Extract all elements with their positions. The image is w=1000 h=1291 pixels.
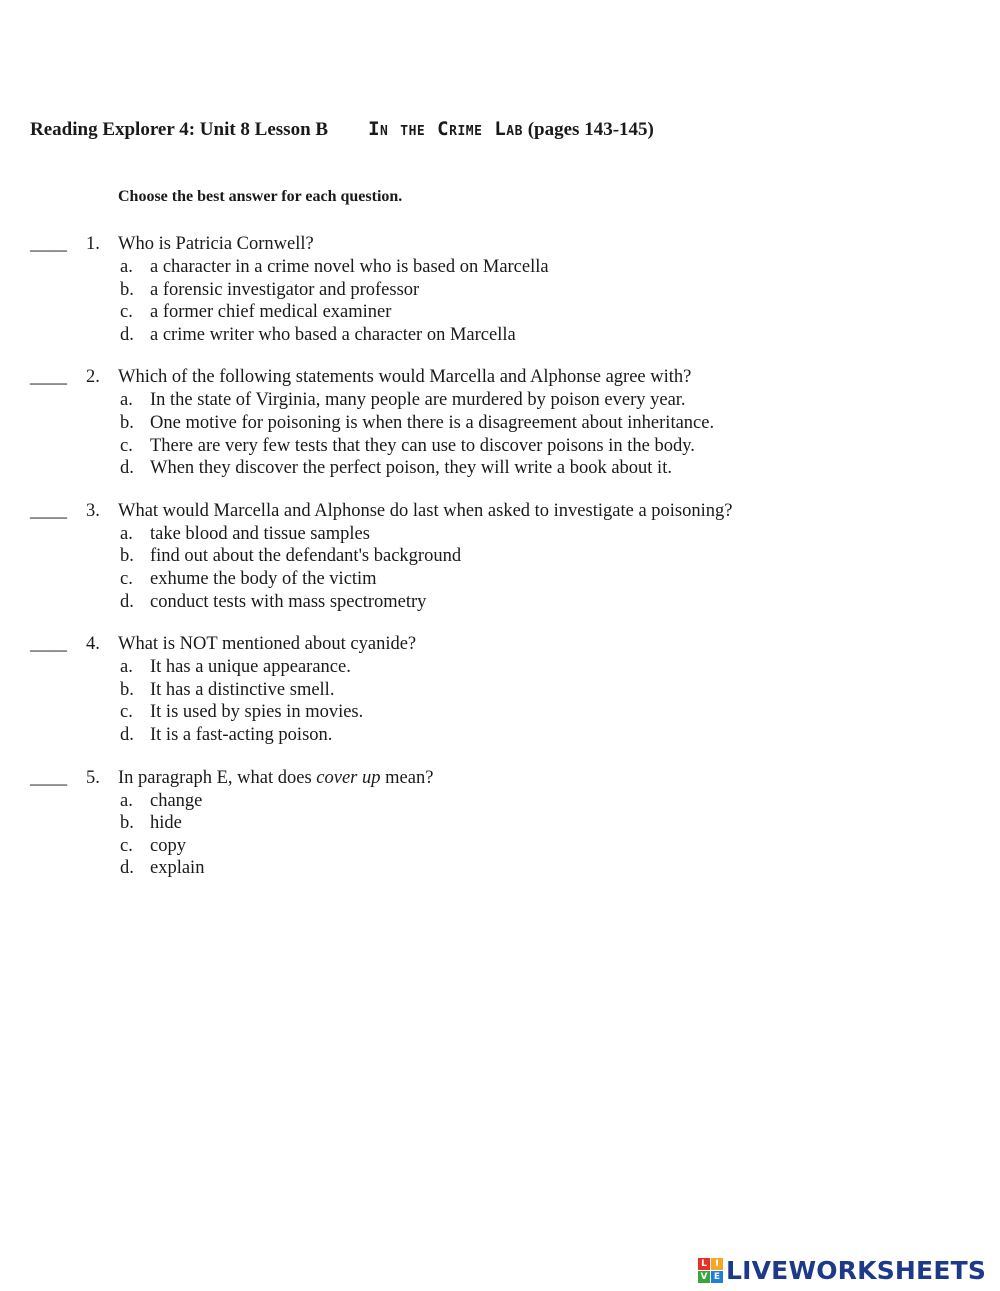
option-text: It has a unique appearance. — [150, 657, 351, 678]
logo-block-l: L — [698, 1258, 710, 1270]
option-a — [0, 389, 1000, 412]
option-text: When they discover the perfect poison, they will write a book about it. — [150, 458, 672, 479]
option-letter: c. — [120, 835, 133, 856]
option-text: take blood and tissue samples — [150, 523, 370, 544]
option-d — [0, 324, 1000, 347]
question-text-after: mean? — [380, 767, 434, 788]
option-text: explain — [150, 858, 205, 879]
option-text: There are very few tests that they can use to discover poisons in the body. — [150, 435, 695, 456]
page-title — [30, 118, 654, 141]
question-1 — [0, 232, 1000, 346]
option-a — [0, 523, 1000, 546]
option-text: conduct tests with mass spectrometry — [150, 591, 427, 612]
instructions: Choose the best answer for each question. — [118, 188, 403, 205]
option-c — [0, 301, 1000, 324]
option-c — [0, 435, 1000, 458]
question-number: 4. — [86, 634, 100, 655]
question-2 — [0, 365, 1000, 479]
answer-blank[interactable]: ____ — [30, 767, 67, 788]
option-d — [0, 591, 1000, 614]
option-letter: c. — [120, 435, 133, 456]
option-text: a character in a crime novel who is based on Marcella — [150, 257, 549, 277]
option-a — [0, 656, 1000, 679]
option-text: It is used by spies in movies. — [150, 702, 364, 723]
question-number: 1. — [86, 234, 100, 254]
question-4 — [0, 632, 1000, 746]
option-letter: b. — [120, 813, 134, 834]
option-text: One motive for poisoning is when there is a disagreement about inheritance. — [150, 412, 715, 433]
option-c — [0, 835, 1000, 858]
option-text: a crime writer who based a character on Marcella — [150, 324, 516, 345]
option-letter: a. — [120, 657, 133, 678]
option-text: change — [150, 790, 203, 811]
option-b — [0, 812, 1000, 835]
option-b — [0, 545, 1000, 568]
title-lesson-name: In the Crime Lab — [368, 118, 523, 140]
option-letter: a. — [120, 790, 133, 811]
option-text: exhume the body of the victim — [150, 568, 377, 589]
option-letter: b. — [120, 279, 134, 300]
option-letter: d. — [120, 724, 134, 745]
question-number: 3. — [86, 500, 100, 521]
option-letter: b. — [120, 679, 134, 700]
answer-blank[interactable]: ____ — [30, 500, 67, 521]
liveworksheets-logo[interactable] — [698, 1256, 986, 1284]
option-d — [0, 724, 1000, 747]
option-letter: c. — [120, 702, 133, 723]
question-text — [118, 766, 433, 790]
option-text: hide — [150, 813, 182, 834]
option-text: a former chief medical examiner — [150, 302, 392, 323]
option-letter: b. — [120, 546, 134, 567]
option-letter: c. — [120, 302, 133, 323]
option-b — [0, 412, 1000, 435]
title-pages: (pages 143-145) — [527, 119, 654, 140]
option-b — [0, 279, 1000, 302]
option-text: It is a fast-acting poison. — [150, 724, 333, 745]
option-text: copy — [150, 835, 186, 856]
question-list — [0, 232, 1000, 899]
option-text: find out about the defendant's background — [150, 546, 462, 567]
option-c — [0, 568, 1000, 591]
option-d — [0, 857, 1000, 880]
option-letter: d. — [120, 858, 134, 879]
option-a — [0, 256, 1000, 279]
option-letter: d. — [120, 591, 134, 612]
option-c — [0, 701, 1000, 724]
option-b — [0, 679, 1000, 702]
question-number: 5. — [86, 767, 100, 788]
logo-block-e: E — [711, 1271, 723, 1283]
option-d — [0, 457, 1000, 480]
question-text: What is NOT mentioned about cyanide? — [118, 634, 417, 655]
title-course: Reading Explorer 4: Unit 8 Lesson B — [30, 119, 329, 140]
question-text: Which of the following statements would Marcella and Alphonse agree with? — [118, 367, 692, 388]
question-number: 2. — [86, 367, 100, 388]
question-text: What would Marcella and Alphonse do last when asked to investigate a poisoning? — [118, 500, 733, 521]
answer-blank[interactable]: ____ — [30, 634, 67, 655]
option-text: It has a distinctive smell. — [150, 679, 335, 700]
answer-blank[interactable]: ____ — [30, 367, 67, 388]
option-letter: a. — [120, 257, 133, 277]
logo-block-v: V — [698, 1271, 710, 1283]
option-letter: c. — [120, 568, 133, 589]
option-letter: d. — [120, 458, 134, 479]
option-letter: a. — [120, 390, 133, 411]
option-a — [0, 790, 1000, 813]
logo-text: LIVEWORKSHEETS — [726, 1255, 987, 1285]
option-letter: a. — [120, 523, 133, 544]
option-letter: d. — [120, 324, 134, 345]
question-text-italic: cover up — [316, 767, 381, 788]
answer-blank[interactable]: ____ — [30, 234, 67, 254]
option-text: In the state of Virginia, many people are murdered by poison every year. — [150, 390, 686, 411]
option-letter: b. — [120, 412, 134, 433]
question-5 — [0, 766, 1000, 880]
question-3 — [0, 499, 1000, 613]
question-text-before: In paragraph E, what does — [118, 767, 317, 788]
logo-icon — [698, 1258, 723, 1283]
option-text: a forensic investigator and professor — [150, 279, 420, 300]
question-text: Who is Patricia Cornwell? — [118, 234, 314, 254]
logo-block-i: I — [711, 1258, 723, 1270]
